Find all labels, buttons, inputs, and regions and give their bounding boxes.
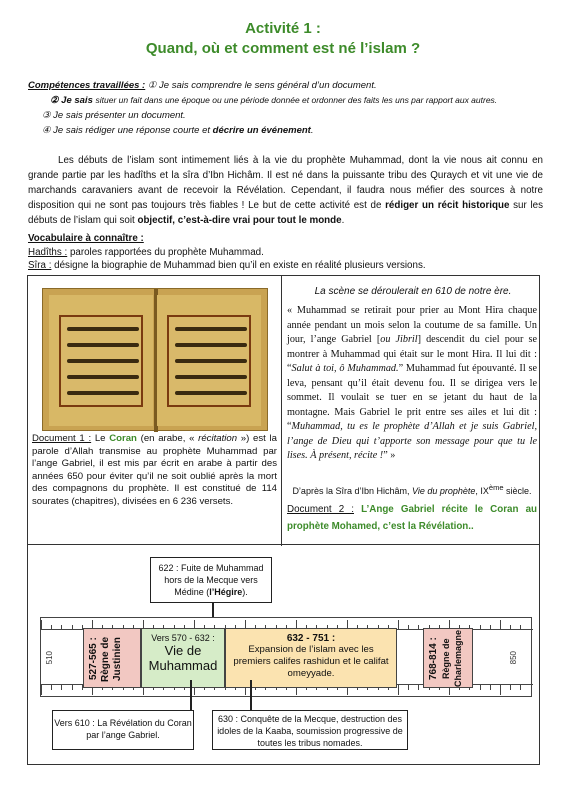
page-title: Quand, où et comment est né l’islam ? [145,40,421,57]
quote-source [287,483,537,496]
vocab-def-hadiths: paroles rapportées du prophète Muhammad. [69,246,264,258]
document-2-text: L’Ange Gabriel récite le Coran au prophète Mohamed, c’est la Révélation [287,504,537,532]
ruler-tick [520,685,521,690]
document-1-caption [32,433,277,508]
period-charlemagne [423,628,473,688]
quote-part-3: ” Muhammad fut épouvanté. Il se leva, pensant qu’il était devenu fou. Il se dirigea vers le sommet. Il voulait se tuer en se jetant du haut de la montagne. Mais Gabriel le prit entre ses ailes et lui dit : “ [287,363,537,432]
intro-text-1: Les débuts de l’islam sont intimement liés à la vie du prophète Muhammad, dont la vie nous ait connu en grande partie par les hadîths et la sîra d’Ibn Hichâm. Il est né dans la puissante tribu des Quraych et vit une vie de marchands caravaniers avant de recevoir la Révélation. Cependant, il faudra nous méfier des sources à notre disposition qui ne sont pas toujours très fiables ! Le but de cette activité est de [28,155,543,211]
competence-2-lead: ② Je sais [50,95,93,106]
ruler-tick [510,625,511,630]
source-title: Vie du prophète [412,486,476,496]
intro-bold-1: rédiger un récit historique [385,200,510,211]
doc1-text-b: (en arabe, « [140,433,195,444]
charlemagne-label [428,631,470,687]
source-text-b: , IX [475,486,489,496]
timeline-start-tick: 510 [45,651,54,665]
ruler-tick [61,625,62,630]
califes-text: Expansion de l’islam avec les premiers califes rashidun et le califat omeyyade. [233,644,389,679]
doc1-text-a: Le [94,433,106,444]
document-2-caption [287,501,537,535]
source-text-c: siècle. [506,486,532,496]
quote-italic-1: ou Jibril [380,334,418,345]
ruler-tick [531,625,532,630]
document-2-label: Document 2 : [287,504,354,515]
competence-2: situer un fait dans une époque ou une période donnée et ordonner des faits les uns par rapport aux autres. [95,95,498,105]
vocab-def-sira: désigne la biographie de Muhammad bien qu’il en existe en réalité plusieurs versions. [54,260,426,271]
source-sup: ème [488,483,504,492]
ruler-tick [408,685,409,690]
mecque-connector [250,680,252,710]
vocab-term-hadiths: Hadîths : [28,246,68,258]
ruler-tick [480,625,481,630]
coran-manuscript-image [42,288,268,431]
ruler-tick [41,620,42,630]
ruler-tick [490,625,491,630]
period-justinien [83,628,141,688]
ruler-tick [408,625,409,630]
competence-4-end: . [310,125,314,136]
vocabulary-block [28,232,543,273]
doc1-coran: Coran [109,433,137,444]
ruler-tick [500,620,501,630]
competences-block [28,78,543,138]
ruler-tick [531,685,532,690]
ruler-tick [398,620,399,630]
mecque-callout: 630 : Conquête de la Mecque, destruction des idoles de la Kaaba, soumission progressive de toutes les tribus nomades. [212,710,408,750]
quote-part-1: « Muhammad se retirait pour prier au Mont Hira chaque année pendant un mois selon la coutume de sa famille. Un jour, l’ange Gabriel [ [287,305,537,345]
ruler-tick [51,625,52,630]
intro-bold-2: objectif, c’est-à-dire vrai pour tout le monde [137,215,342,226]
ruler-tick [418,685,419,690]
activity-number: Activité 1 : [245,20,321,37]
hegire-callout [150,557,272,603]
competence-4: ④ Je sais rédiger une réponse courte et [42,125,210,136]
sira-quote [287,304,537,464]
ruler-tick [72,625,73,630]
justinien-dates: 527-565 : [88,637,99,681]
justinien-label [88,631,138,687]
charlemagne-dates: 768-814 : [428,637,439,681]
timeline-band [40,617,532,697]
doc1-text-c: ») est la parole d’Allah transmise au prophète Muhammad par l’ange Gabriel, il est mis par écrit en arabe à partir des années 650 pour éviter qu’il ne soit oublié après la mort des compagnons du prophète. Il est constitué de 114 sourates (chapitres), divisées en 6 236 versets. [32,433,277,507]
document-2-end: .. [468,521,474,532]
competence-3: ③ Je sais présenter un document. [42,110,186,121]
hegire-text: 622 : Fuite de Muhammad hors de la Mecque vers Médine ( [158,563,264,597]
hegire-end: ). [242,587,248,597]
ruler-tick [61,685,62,690]
vocabulary-heading: Vocabulaire à connaître : [28,233,144,244]
ruler-tick [480,685,481,690]
scene-heading: La scène se déroulerait en 610 de notre ère. [314,286,512,297]
document-1-label: Document 1 : [32,433,92,444]
source-text-a: D’après la Sîra d’Ibn Hichâm, [292,486,410,496]
manuscript-right-page [157,295,261,426]
ruler-tick [510,685,511,690]
revelation-connector [190,680,192,710]
timeline-end-tick: 850 [509,651,518,665]
hegire-bold: l’Hégire [209,587,243,597]
intro-text-3: . [341,215,345,226]
ruler-tick [490,685,491,690]
competence-4-bold: décrire un événement [212,125,311,136]
ruler-tick [398,685,399,695]
intro-paragraph [28,153,543,228]
ruler-tick [51,685,52,690]
quote-italic-3: Muhammad, tu es le prophète d’Allah et je suis Gabriel, l’ange de Dieu qui t’apporte son message pour que tu le lises. À présent, récite ! [287,421,537,461]
ruler-tick [418,625,419,630]
ruler-tick [520,625,521,630]
quote-italic-2: Salut à toi, ô Muhammad. [291,363,399,374]
manuscript-left-page [49,295,153,426]
competence-1: ① Je sais comprendre le sens général d’un document. [147,80,377,91]
period-califes [225,628,397,688]
revelation-callout: Vers 610 : La Révélation du Coran par l’ange Gabriel. [52,710,194,750]
califes-dates: 632 - 751 : [286,633,336,644]
ruler-tick [500,685,501,695]
ruler-tick [41,685,42,695]
vocab-term-sira: Sîra : [28,260,52,271]
period-muhammad [141,628,225,688]
column-divider [281,276,282,546]
muhammad-label: Vie de Muhammad [148,643,218,673]
quote-part-4: ” » [383,450,396,461]
doc1-recitation: récitation [198,433,238,444]
quote-part-2: ] descendit du ciel pour se montrer à Muhammad qui était sur le mont Hira. Il lui dit : “ [287,334,537,374]
muhammad-dates: Vers 570 - 632 : [151,633,215,643]
documents-box [27,275,540,545]
ruler-tick [72,685,73,690]
competences-label: Compétences travaillées : [28,80,146,91]
justinien-reign: Règne de Justinien [100,636,123,682]
intro-text-2: sur les débuts de l’islam qui soit [28,200,543,226]
charlemagne-reign: Règne de Charlemagne [441,629,463,687]
